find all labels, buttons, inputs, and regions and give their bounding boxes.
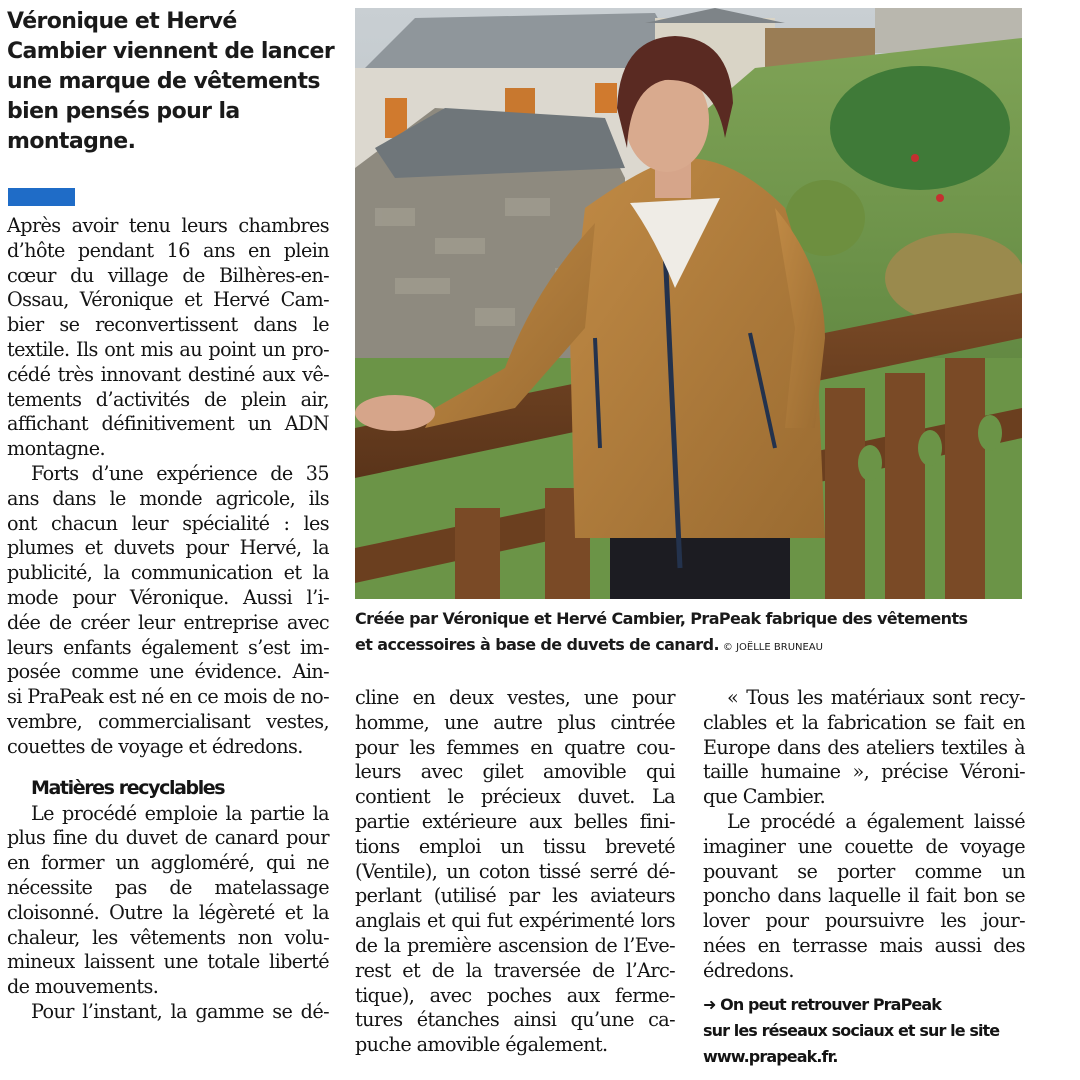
body-line: cloisonné. Outre la légèreté et la: [7, 900, 329, 924]
body-line: imaginer une couette de voyage: [703, 834, 1025, 858]
body-line: que Cambier.: [703, 785, 826, 809]
body-line: Pour l’instant, la gamme se dé-: [31, 999, 329, 1023]
body-line: plumes et duvets pour Hervé, la: [7, 536, 329, 560]
article-photo: [355, 8, 1022, 599]
body-line: pour les femmes en quatre cou-: [355, 735, 675, 759]
photo-credit: © JOËLLE BRUNEAU: [722, 642, 823, 653]
article-column-1: [7, 214, 329, 1025]
body-line: « Tous les matériaux sont recy-: [727, 686, 1025, 709]
subheading: Matières recyclables: [31, 776, 225, 799]
body-line: clables et la fabrication se fait en: [703, 710, 1025, 734]
body-line: posée comme une évidence. Ain-: [7, 660, 329, 684]
body-line: tique), avec poches aux ferme-: [355, 983, 675, 1007]
lead-line: Véronique et Hervé: [7, 9, 237, 34]
body-line: rest et de la traversée de l’Arc-: [355, 958, 675, 982]
body-line: Après avoir tenu leurs chambres: [7, 214, 329, 237]
body-line: contient le précieux duvet. La: [355, 785, 675, 809]
body-line: couettes de voyage et édredons.: [7, 734, 303, 758]
body-line: Ossau, Véronique et Hervé Cam-: [7, 288, 329, 312]
body-line: leurs avec gilet amovible qui: [355, 760, 675, 784]
body-line: bier se reconvertissent dans le: [7, 313, 329, 337]
info-line: ➜ On peut retrouver PraPeak: [703, 994, 941, 1014]
body-line: ans dans le monde agricole, ils: [7, 486, 329, 510]
lead-line: Cambier viennent de lancer: [7, 39, 335, 64]
body-line: tements d’activités de plein air,: [7, 387, 329, 411]
info-note: [703, 992, 1025, 1070]
body-line: tures étanches ainsi qu’une ca-: [355, 1008, 675, 1032]
body-line: pouvant se porter comme un: [703, 859, 1025, 883]
caption-line: Créée par Véronique et Hervé Cambier, PraPeak fabrique des vêtements: [355, 609, 968, 628]
website-link[interactable]: www.prapeak.fr.: [703, 1046, 838, 1066]
body-line: poncho dans laquelle il fait bon se: [703, 884, 1025, 908]
body-line: de mouvements.: [7, 975, 159, 999]
body-line: partie extérieure aux belles fini-: [355, 809, 675, 833]
body-line: Le procédé emploie la partie la: [31, 801, 329, 825]
body-line: (Ventile), un coton tissé serré dé-: [355, 859, 675, 883]
photo-illustration: [355, 8, 1022, 599]
lead-line: une marque de vêtements: [7, 69, 320, 94]
body-line: si PraPeak est né en ce mois de no-: [7, 685, 329, 709]
photo-caption: [355, 606, 1035, 661]
body-line: mineux laissent une totale liberté: [7, 950, 329, 974]
caption-line: [355, 632, 1035, 661]
body-line: anglais et qui fut expérimenté lors: [355, 909, 675, 933]
body-line: Forts d’une expérience de 35: [31, 461, 329, 485]
body-line: publicité, la communication et la: [7, 561, 329, 585]
body-line: en former un aggloméré, qui ne: [7, 851, 329, 875]
body-line: d’hôte pendant 16 ans en plein: [7, 238, 329, 262]
body-line: homme, une autre plus cintrée: [355, 710, 675, 734]
caption-line-text: et accessoires à base de duvets de canard.: [355, 635, 719, 654]
body-line: Europe dans des ateliers textiles à: [703, 735, 1025, 759]
body-line: de la première ascension de l’Eve-: [355, 933, 675, 957]
body-line: lover pour poursuivre les jour-: [703, 909, 1025, 933]
body-line: perlant (utilisé par les aviateurs: [355, 884, 675, 908]
article-lead: [7, 7, 342, 157]
body-line: chaleur, les vêtements non volu-: [7, 925, 329, 949]
accent-bar: [8, 188, 75, 206]
body-line: montagne.: [7, 437, 105, 461]
article-column-3: [703, 686, 1025, 1070]
body-line: cédé très innovant destiné aux vê-: [7, 362, 329, 386]
body-line: dée de créer leur entreprise avec: [7, 610, 329, 634]
body-line: affichant définitivement un ADN: [7, 412, 329, 436]
body-line: ont chacun leur spécialité : les: [7, 511, 329, 535]
lead-line: bien pensés pour la: [7, 99, 240, 124]
body-line: édredons.: [703, 958, 794, 982]
body-line: leurs enfants également s’est im-: [7, 635, 329, 659]
body-line: nées en terrasse mais aussi des: [703, 933, 1025, 957]
body-line: Le procédé a également laissé: [727, 809, 1025, 833]
article-column-2: [355, 686, 675, 1058]
body-line: textile. Ils ont mis au point un pro-: [7, 337, 329, 361]
lead-line: montagne.: [7, 129, 136, 154]
body-line: nécessite pas de matelassage: [7, 875, 329, 899]
info-line: sur les réseaux sociaux et sur le site: [703, 1020, 1000, 1040]
body-line: plus fine du duvet de canard pour: [7, 826, 329, 850]
body-line: cœur du village de Bilhères-en-: [7, 263, 329, 287]
body-line: mode pour Véronique. Aussi l’i-: [7, 585, 329, 609]
body-line: tions emploi un tissu breveté: [355, 834, 675, 858]
body-line: taille humaine », précise Véroni-: [703, 760, 1025, 784]
body-line: puche amovible également.: [355, 1033, 608, 1057]
body-line: vembre, commercialisant vestes,: [7, 709, 329, 733]
body-line: cline en deux vestes, une pour: [355, 686, 675, 709]
